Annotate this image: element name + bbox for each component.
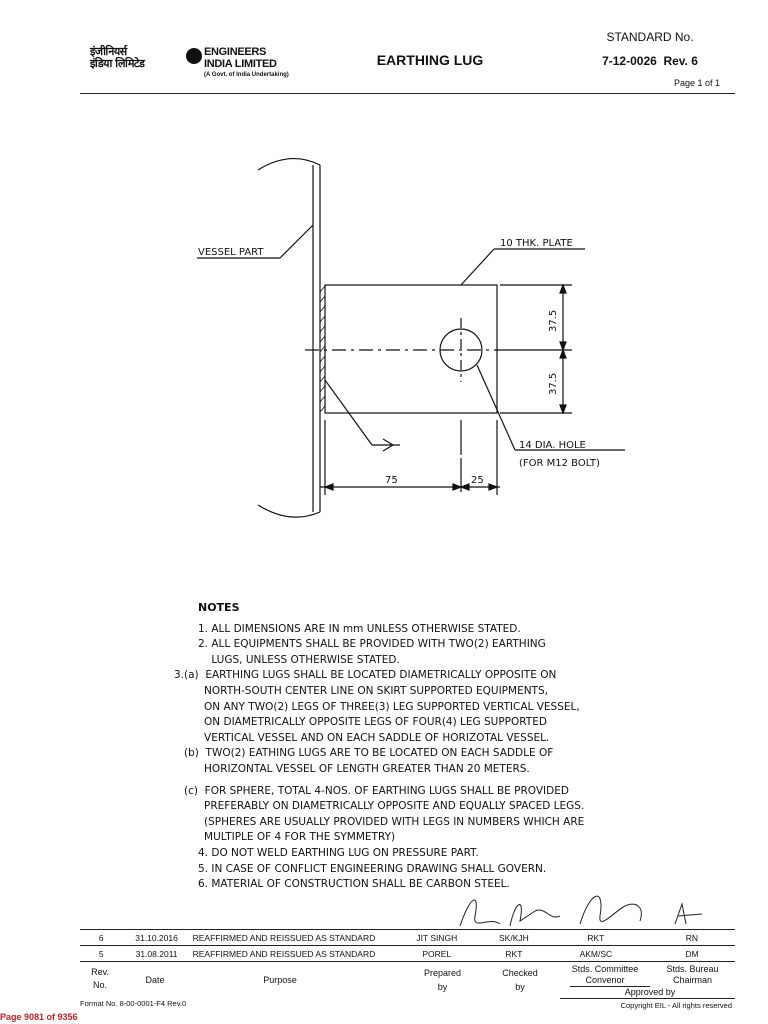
vessel-break-bottom	[258, 505, 320, 517]
note-line: 5. IN CASE OF CONFLICT ENGINEERING DRAWING SHALL GOVERN.	[198, 862, 547, 875]
rev-checked: RKT	[485, 946, 543, 962]
header-date: Date	[145, 975, 165, 985]
lug-plate	[325, 285, 497, 413]
note-line: 4. DO NOT WELD EARTHING LUG ON PRESSURE PART.	[198, 846, 479, 859]
rev-date: 31.10.2016	[123, 930, 191, 946]
note-line: LUGS, UNLESS OTHERWISE STATED.	[198, 653, 400, 666]
signature-chairman	[675, 904, 702, 924]
dim-upper-label: 37.5	[548, 309, 559, 332]
arrow-right	[489, 484, 497, 490]
company-logo-name: ENGINEERS INDIA LIMITED	[204, 46, 277, 70]
page-indicator: Page 1 of 1	[673, 78, 720, 88]
note-line: 1. ALL DIMENSIONS ARE IN mm UNLESS OTHERWISE STATED.	[198, 622, 521, 635]
header-purpose: Purpose	[263, 975, 297, 985]
header-checked: Checked by	[502, 968, 538, 992]
rev-date: 31.08.2011	[123, 946, 191, 962]
note-line: 2. ALL EQUIPMENTS SHALL BE PROVIDED WITH TWO(2) EARTHING	[198, 638, 546, 651]
arrow-left	[325, 484, 333, 490]
header-approved-by: Approved by	[624, 987, 676, 997]
header-chairman: Stds. Bureau Chairman	[666, 964, 719, 985]
note-line: MULTIPLE OF 4 FOR THE SYMMETRY)	[174, 831, 396, 844]
standard-number: 7-12-0026 Rev. 6	[602, 54, 698, 68]
revision-table	[80, 930, 735, 962]
note-line: (c) FOR SPHERE, TOTAL 4-NOS. OF EARTHING LUGS SHALL BE PROVIDED	[174, 784, 569, 797]
page-counter: Page 9081 of 9356	[0, 1012, 78, 1022]
rev-number: 5	[80, 946, 123, 962]
rev-purpose: REAFFIRMED AND REISSUED AS STANDARD	[191, 946, 389, 962]
note-line: VERTICAL VESSEL AND ON EACH SADDLE OF HORIZOTAL VESSEL.	[174, 731, 550, 744]
vessel-leader	[280, 225, 313, 258]
rev-number: 6	[80, 930, 123, 946]
header-rev-no: Rev. No.	[91, 967, 109, 990]
bolt-size-label: (FOR M12 BOLT)	[519, 458, 600, 469]
standard-label: STANDARD No.	[606, 30, 694, 44]
dim-25-label: 25	[471, 475, 484, 486]
rev-convenor: AKM/SC	[543, 946, 649, 962]
rev-convenor: RKT	[543, 930, 649, 946]
rev-checked: SK/KJH	[485, 930, 543, 946]
note-line: 3.(a) EARTHING LUGS SHALL BE LOCATED DIAMETRICALLY OPPOSITE ON	[174, 669, 557, 682]
rev-prepared: POREL	[389, 946, 485, 962]
note-line: 6. MATERIAL OF CONSTRUCTION SHALL BE CARBON STEEL.	[198, 878, 510, 891]
notes-section	[174, 600, 585, 893]
copyright-notice: Copyright EIL - All rights reserved	[620, 1001, 732, 1010]
approved-rule	[560, 998, 735, 999]
rev-purpose: REAFFIRMED AND REISSUED AS STANDARD	[191, 930, 389, 946]
hole-size-label: 14 DIA. HOLE	[519, 440, 586, 451]
signature-checked	[510, 905, 560, 926]
plate-leader	[461, 249, 494, 285]
weld-hatch	[320, 286, 325, 412]
note-line: ON DIAMETRICALLY OPPOSITE LEGS OF FOUR(4) LEG SUPPORTED	[174, 716, 547, 729]
signature-prepared	[460, 900, 500, 926]
plate-thickness-label: 10 THK. PLATE	[500, 238, 573, 249]
arrow-top	[560, 285, 566, 293]
signature-convenor	[580, 896, 641, 924]
dim-75-label: 75	[385, 475, 398, 486]
note-line: PREFERABLY ON DIAMETRICALLY OPPOSITE AND EQUALLY SPACED LEGS.	[174, 800, 585, 813]
note-line: ON ANY TWO(2) LEGS OF THREE(3) LEG SUPPORTED VERTICAL VESSEL,	[174, 700, 580, 713]
vessel-part-label: VESSEL PART	[198, 247, 264, 258]
table-row	[80, 946, 735, 962]
hole-leader	[477, 365, 515, 450]
note-line: (b) TWO(2) EATHING LUGS ARE TO BE LOCATED ON EACH SADDLE OF	[174, 747, 554, 760]
company-logo-hindi: इंजीनियर्स इंडिया लिमिटेड	[90, 45, 145, 70]
vessel-break-top	[258, 159, 320, 170]
arrow-25-start	[461, 484, 469, 490]
table-row	[80, 930, 735, 946]
format-number: Format No. 8-00-0001-F4 Rev.0	[80, 999, 187, 1008]
notes-heading: NOTES	[198, 601, 240, 614]
header-convenor: Stds. Committee Convenor	[571, 964, 639, 985]
header-prepared: Prepared by	[423, 968, 462, 992]
document-title: EARTHING LUG	[376, 52, 484, 68]
dim-lower-label: 37.5	[548, 372, 559, 395]
note-line: (SPHERES ARE USUALLY PROVIDED WITH LEGS IN NUMBERS WHICH ARE	[174, 815, 585, 828]
arrow-bottom	[560, 405, 566, 413]
note-line: HORIZONTAL VESSEL OF LENGTH GREATER THAN 20 METERS.	[174, 762, 530, 775]
rev-prepared: JIT SINGH	[389, 930, 485, 946]
note-line: NORTH-SOUTH CENTER LINE ON SKIRT SUPPORTED EQUIPMENTS,	[174, 684, 548, 697]
arrow-mid-down	[560, 350, 566, 358]
rev-chairman: RN	[649, 930, 735, 946]
company-logo-subtitle: (A Govt. of India Undertaking)	[204, 72, 289, 78]
rev-chairman: DM	[649, 946, 735, 962]
